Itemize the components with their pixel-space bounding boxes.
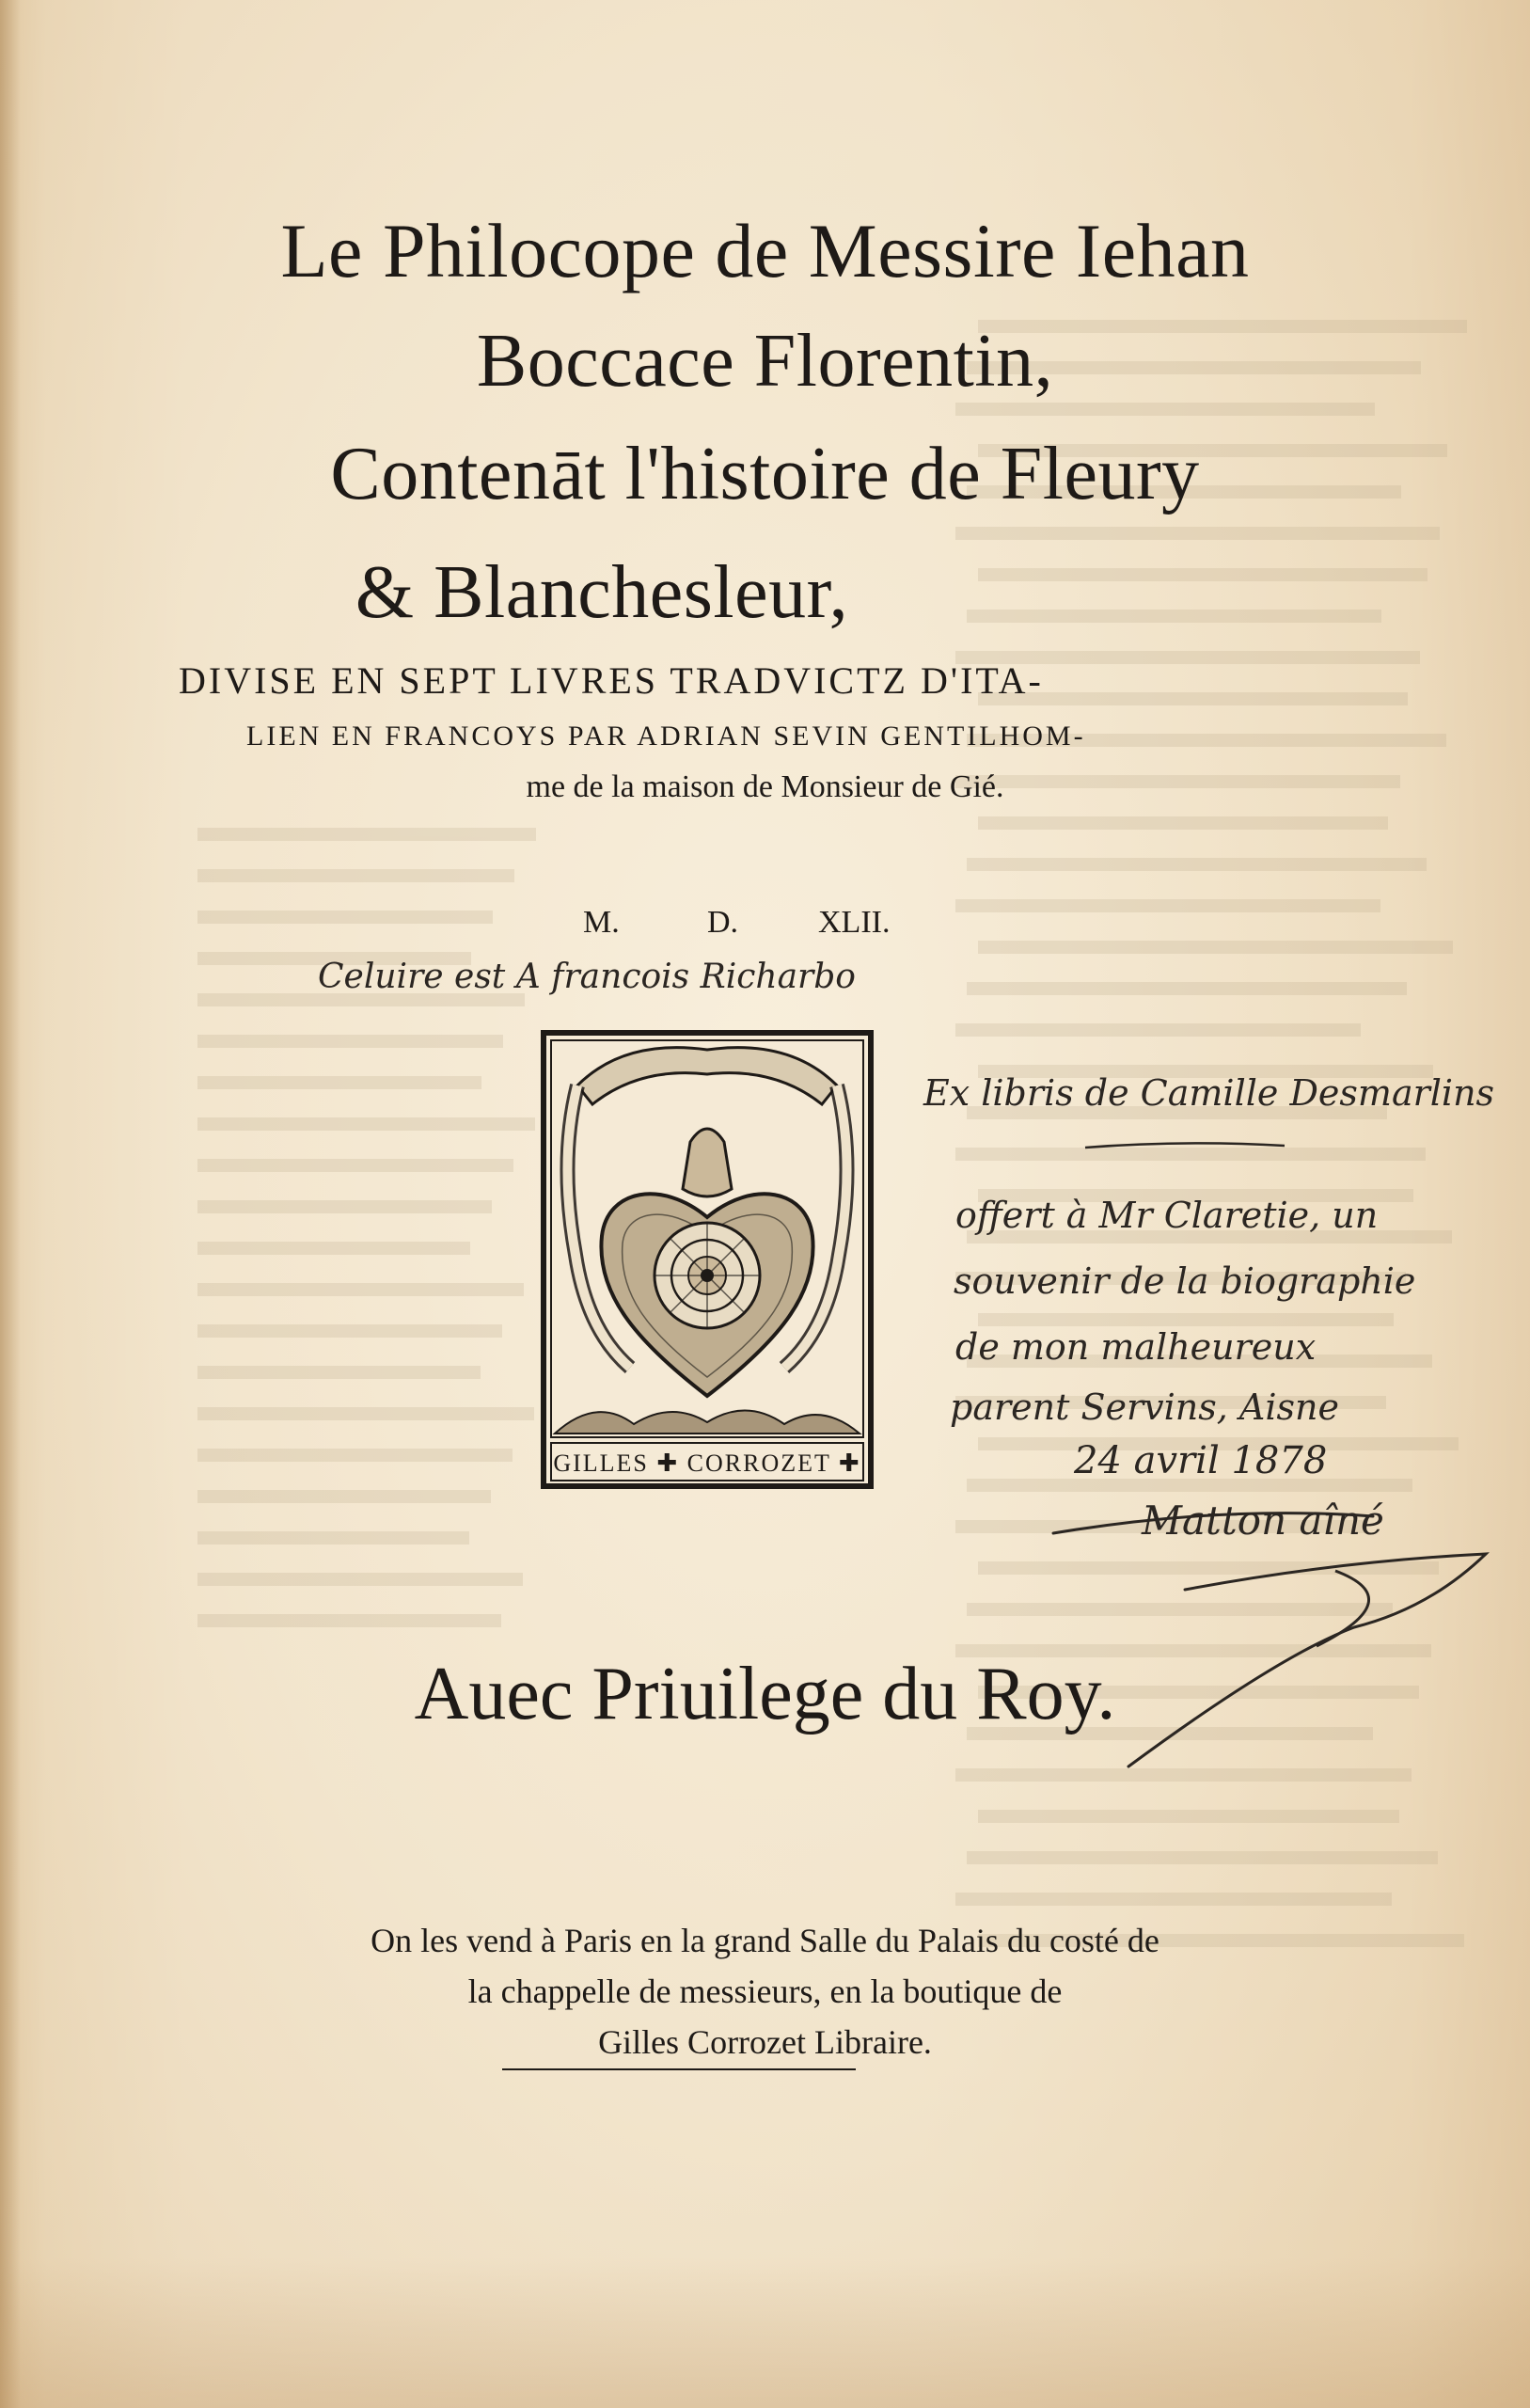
imprint-line-1: On les vend à Paris en la grand Salle du Palais du costé de	[371, 1922, 1159, 1959]
handwritten-date: 24 avril 1878	[1074, 1439, 1328, 1482]
handwritten-note-3: de mon malheureux	[955, 1326, 1317, 1368]
handwritten-note-2: souvenir de la biographie	[954, 1260, 1416, 1302]
subtitle-line-3: me de la maison de Monsieur de Gié.	[526, 769, 1004, 804]
date-d: D.	[707, 905, 739, 940]
inscription-underline	[1081, 1138, 1288, 1157]
handwritten-note-1: offert à Mr Claretie, un	[955, 1195, 1379, 1236]
rose-icon	[655, 1223, 760, 1328]
printer-mark-woodcut	[540, 1029, 875, 1490]
privilege-line: Auec Priuilege du Roy.	[414, 1653, 1116, 1735]
handwritten-ownership: Celuire est A francois Richarbo	[318, 958, 856, 996]
date-xlii: XLII.	[818, 905, 891, 940]
printer-mark-caption: GILLES ✚ CORROZET ✚	[553, 1450, 861, 1477]
title-line-1: Le Philocope de Messire Iehan	[280, 208, 1250, 293]
title-line-4: & Blanchesleur,	[355, 551, 849, 634]
handwritten-ex-libris: Ex libris de Camille Desmarlins	[923, 1072, 1495, 1114]
signature-flourish	[1034, 1467, 1505, 1787]
imprint-underline	[500, 2064, 858, 2075]
handwritten-signature: Matton aîné	[1142, 1497, 1384, 1544]
subtitle-line-2: LIEN EN FRANCOYS PAR ADRIAN SEVIN GENTILHOM-	[246, 721, 1086, 752]
title-line-2: Boccace Florentin,	[476, 320, 1054, 403]
subtitle-line-1: DIVISE EN SEPT LIVRES TRADVICTZ D'ITA-	[179, 659, 1044, 702]
date-m: M.	[583, 905, 620, 940]
imprint-line-3: Gilles Corrozet Libraire.	[598, 2023, 932, 2061]
imprint-line-2: la chappelle de messieurs, en la boutique de	[467, 1972, 1063, 2010]
title-line-3: Contenāt l'histoire de Fleury	[330, 433, 1200, 515]
handwritten-note-4: parent Servins, Aisne	[950, 1386, 1339, 1428]
